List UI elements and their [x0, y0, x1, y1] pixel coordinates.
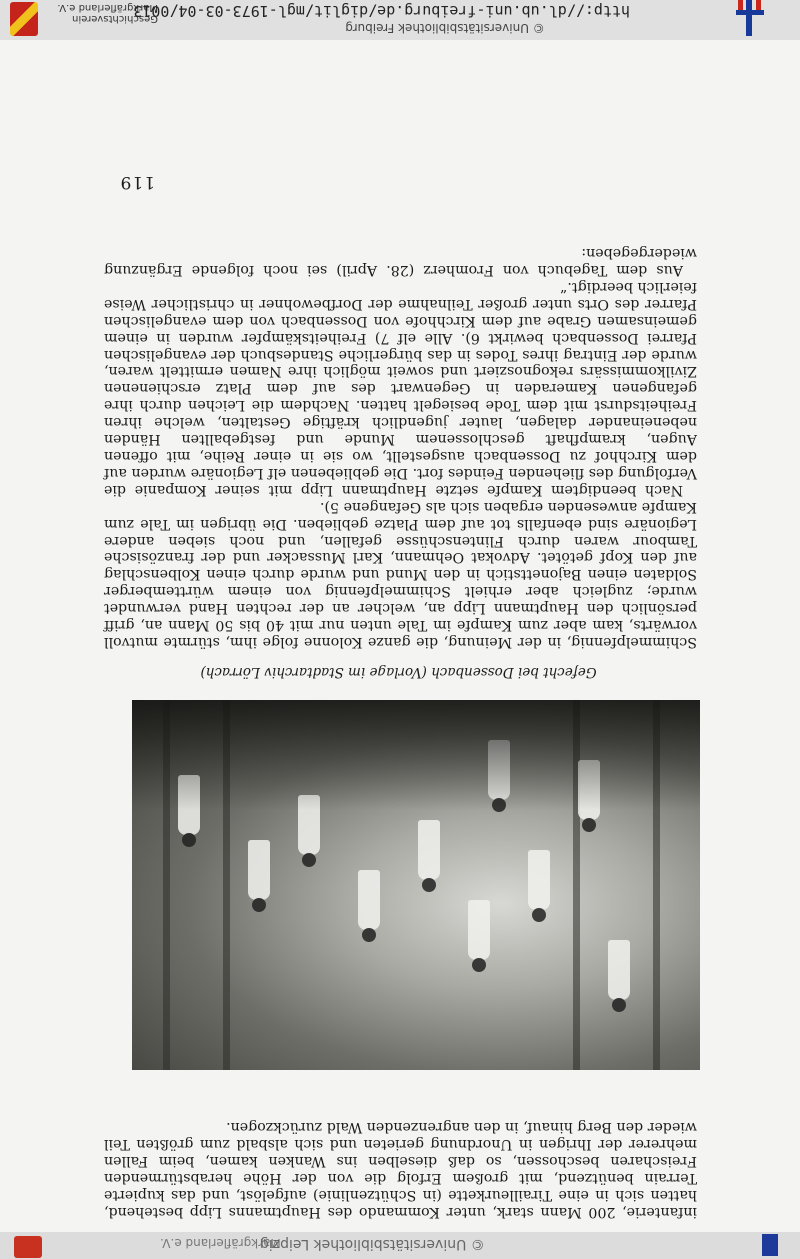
footer-society: Markgräflerland e.V. [160, 1236, 281, 1250]
library-credit: © Universitätsbibliothek Freiburg [345, 21, 545, 35]
paragraph-top: infanterie, 200 Mann stark, unter Kommando des Hauptmanns Lipp bestehend, hatten sich in eine Tirailleurkette (in Schützenlinie) aufgelöst, und das kupierte Terrain benützend, mit großem Erfolg die von der Höhe herabstürmenden Freischaren beschossen, so daß dieselben ins Wanken kamen, beim Fallen mehrerer der Ihrigen in Unordnung gerieten und sich alsbald zum größten Teil wieder den Berg hinauf, in den angrenzenden Wald zurückzogen. [104, 1119, 697, 1220]
paragraph-2: Nach beendigtem Kampfe setzte Hauptmann Lipp mit seiner Kompanie die Verfolgung des fliehenden Feindes fort. Die gebliebenen elf Legionäre wurden auf dem Kirchhof zu Dossenbach ausgestellt, wo sie in einer Reihe, mit offenen Augen, krampfhaft geschlossenem Munde und festgeballten Händen nebeneinander dalagen, lauter jugendlich kräftige Gestalten, welche ihren Freiheitsdurst mit dem Tode besiegelt hatten. Nachdem die Leichen durch ihre gefangenen Kameraden in Gegenwart des auf dem Platz erschienenen Zivilkommissärs rekognosziert und soweit möglich ihre Namen ermittelt waren, wurde der Eintrag ihres Todes in das bürgerliche Standesbuch der evangelischen Pfarrei Dossenbach bewirkt 6). Alle elf 7) Freiheitskämpfer wurden in einem gemeinsamen Grabe auf dem Kirchhofe von Dossenbach von dem evangelischen Pfarrer des Orts unter großer Teilnahme der Dorfbewohner in christlicher Weise feierlich beerdigt.“ [104, 278, 697, 498]
paragraphs-bottom [104, 244, 697, 650]
coat-of-arms-icon [10, 2, 38, 36]
footer-band [0, 1232, 800, 1259]
paragraph-3: Aus dem Tagebuch von Fromherz (28. April) sei noch folgende Ergänzung wiedergegeben: [104, 245, 697, 279]
image-caption: Gefecht bei Dossenbach (Vorlage im Stadtarchiv Lörrach) [200, 664, 597, 680]
ub-freiburg-logo-icon [762, 1234, 778, 1256]
url-link[interactable]: http://dl.ub.uni-freiburg.de/diglit/mgl-1973-03-04/0013 [133, 2, 630, 20]
paragraph-1: Schimmelpfennig, in der Meinung, die ganze Kolonne folge ihm, stürmte mutvoll vorwärts, kam aber zum Kampfe im Tale unten nur mit 40 bis 50 Mann an, griff persönlich den Hauptmann Lipp an, welcher an der rechten Hand verwundet wurde; zugleich aber erhielt Schimmelpfennig von einem württemberger Soldaten einen Bajonettstich in den Mund und wurde durch einen Kolbenschlag auf den Kopf getötet. Advokat Oehmann, Karl Mussacker und der französische Tambour waren durch Flintenschüsse gefallen, und noch sieben andere Legionäre sind ebenfalls tot auf dem Platze geblieben. Die übrigen im Tale zum Kampfe anwesenden ergaben sich als Gefangene 5). [104, 498, 697, 650]
page-number: 119 [119, 172, 155, 192]
battle-illustration [132, 700, 700, 1070]
toolbar [0, 0, 800, 41]
society-line-2: Markgräflerland e.V. [57, 2, 158, 13]
society-line-1: Geschichtsverein [72, 13, 158, 24]
ub-freiburg-logo-icon [736, 0, 764, 38]
coat-of-arms-icon [14, 1236, 42, 1258]
footer-library-credit: © Universitätsbibliothek Leipzig [260, 1236, 485, 1252]
scanned-page [0, 40, 800, 1232]
page-content [0, 40, 800, 1232]
